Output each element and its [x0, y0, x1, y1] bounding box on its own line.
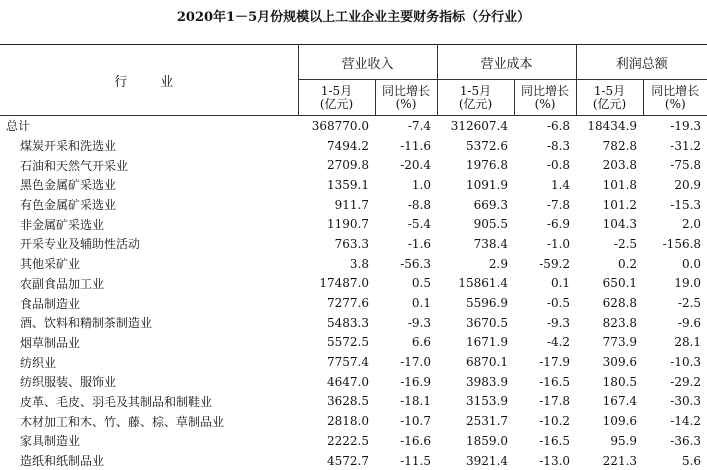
cost-yoy-value: -9.3 [546, 315, 571, 330]
cost-value: 3153.9 [466, 394, 509, 409]
profit-value: 773.9 [602, 335, 638, 350]
industry-name: 开采专业及辅助性活动 [20, 237, 141, 252]
industry-name: 皮革、毛皮、羽毛及其制品和制鞋业 [20, 394, 213, 409]
cost-yoy-value: -10.2 [539, 414, 571, 429]
revenue-yoy-value: -20.4 [400, 158, 432, 173]
table-row [0, 254, 707, 274]
industry-name: 有色金属矿采选业 [20, 198, 117, 213]
cost-value: 2.9 [488, 256, 509, 271]
industry-name: 黑色金属矿采选业 [20, 178, 117, 193]
cost-value: 15861.4 [458, 276, 509, 291]
table-header [0, 45, 707, 116]
profit-value: 109.6 [602, 414, 638, 429]
profit-yoy-value: -75.8 [670, 158, 702, 173]
cost-value: 3670.5 [466, 315, 509, 330]
revenue-yoy-value: -11.5 [400, 453, 432, 468]
profit-value: 203.8 [602, 158, 638, 173]
revenue-value: 7494.2 [327, 138, 369, 153]
cost-yoy-value: -13.0 [539, 453, 571, 468]
profit-value: 782.8 [602, 138, 638, 153]
table-row [0, 411, 707, 431]
cost-value: 5596.9 [466, 296, 509, 311]
profit-value: -2.5 [613, 236, 638, 251]
table-row [0, 333, 707, 353]
revenue-value: 911.7 [334, 197, 369, 212]
profit-group-header: 利润总额 [576, 45, 707, 80]
profit-yoy-value: 0.0 [681, 256, 702, 271]
industry-header: 行 业 [0, 45, 298, 116]
table-row [0, 451, 707, 470]
profit-yoy-value: 5.6 [681, 453, 702, 468]
cost-value: 312607.4 [450, 118, 509, 133]
revenue-value: 7757.4 [327, 355, 369, 370]
revenue-value: 7277.6 [327, 296, 369, 311]
industry-name: 非金属矿采选业 [20, 217, 105, 232]
cost-yoy-value: -17.9 [539, 355, 571, 370]
table-row [0, 372, 707, 392]
industry-name: 农副食品加工业 [20, 276, 105, 291]
profit-period-header: 1-5月 (亿元) [576, 80, 643, 116]
profit-value: 309.6 [602, 355, 638, 370]
revenue-yoy-value: -18.1 [400, 394, 432, 409]
revenue-yoy-value: 0.5 [411, 276, 432, 291]
table-row [0, 274, 707, 294]
cost-yoy-value: -59.2 [539, 256, 571, 271]
revenue-value: 3.8 [349, 256, 369, 271]
revenue-yoy-value: -9.3 [407, 315, 432, 330]
cost-yoy-value: -8.3 [546, 138, 571, 153]
industry-name: 煤炭开采和洗选业 [20, 139, 117, 154]
industry-name: 家具制造业 [20, 434, 81, 449]
cost-yoy-value: -0.5 [546, 296, 571, 311]
profit-yoy-header: 同比增长 (%) [643, 80, 707, 116]
table-row [0, 155, 707, 175]
revenue-yoy-value: -7.4 [407, 118, 432, 133]
revenue-value: 2222.5 [327, 433, 369, 448]
cost-value: 2531.7 [466, 414, 509, 429]
cost-yoy-value: 0.1 [550, 276, 571, 291]
industry-name: 酒、饮料和精制茶制造业 [20, 316, 153, 331]
revenue-value: 5572.5 [327, 335, 369, 350]
industry-name: 烟草制品业 [20, 335, 81, 350]
cost-value: 1976.8 [466, 158, 509, 173]
revenue-yoy-value: -56.3 [400, 256, 432, 271]
industry-name: 其他采矿业 [20, 257, 81, 272]
cost-value: 738.4 [473, 236, 509, 251]
revenue-group-header: 营业收入 [298, 45, 437, 80]
revenue-value: 4572.7 [327, 453, 369, 468]
cost-yoy-value: -6.8 [546, 118, 571, 133]
cost-value: 3983.9 [466, 374, 509, 389]
revenue-yoy-value: -8.8 [407, 197, 432, 212]
table-row [0, 392, 707, 412]
cost-yoy-header: 同比增长 (%) [514, 80, 576, 116]
table-row [0, 234, 707, 254]
profit-value: 221.3 [602, 453, 638, 468]
revenue-yoy-value: -17.0 [400, 355, 432, 370]
profit-value: 101.8 [602, 177, 638, 192]
cost-value: 6870.1 [466, 355, 509, 370]
profit-value: 95.9 [610, 433, 638, 448]
industry-name: 纺织业 [20, 355, 57, 370]
table-row [0, 136, 707, 156]
revenue-period-header: 1-5月 (亿元) [298, 80, 375, 116]
profit-yoy-value: -15.3 [670, 197, 702, 212]
table-row [0, 293, 707, 313]
profit-yoy-value: -31.2 [670, 138, 702, 153]
revenue-value: 763.3 [334, 236, 369, 251]
revenue-value: 4647.0 [327, 374, 369, 389]
cost-yoy-value: -6.9 [546, 217, 571, 232]
cost-value: 905.5 [473, 217, 509, 232]
revenue-value: 2818.0 [327, 414, 369, 429]
industry-name: 造纸和纸制品业 [20, 454, 105, 469]
profit-value: 823.8 [602, 315, 638, 330]
profit-yoy-value: 19.0 [674, 276, 702, 291]
revenue-value: 368770.0 [311, 118, 369, 133]
revenue-value: 3628.5 [327, 394, 369, 409]
revenue-value: 1190.7 [327, 217, 369, 232]
cost-value: 5372.6 [466, 138, 509, 153]
industry-name: 食品制造业 [20, 296, 81, 311]
table-row [0, 431, 707, 451]
revenue-yoy-value: -1.6 [407, 236, 432, 251]
profit-yoy-value: 20.9 [674, 177, 702, 192]
revenue-yoy-value: -5.4 [407, 217, 432, 232]
table-row [0, 313, 707, 333]
cost-yoy-value: -16.5 [539, 374, 571, 389]
revenue-value: 2709.8 [327, 158, 369, 173]
profit-value: 101.2 [602, 197, 638, 212]
profit-value: 0.2 [617, 256, 638, 271]
profit-value: 167.4 [602, 394, 638, 409]
revenue-yoy-value: 6.6 [411, 335, 432, 350]
revenue-value: 17487.0 [319, 276, 369, 291]
profit-value: 650.1 [602, 276, 638, 291]
profit-value: 18434.9 [587, 118, 638, 133]
cost-period-header: 1-5月 (亿元) [437, 80, 514, 116]
cost-yoy-value: -1.0 [546, 236, 571, 251]
revenue-yoy-value: -16.9 [400, 374, 432, 389]
cost-value: 669.3 [473, 197, 509, 212]
revenue-yoy-value: -11.6 [400, 138, 432, 153]
cost-value: 3921.4 [466, 453, 509, 468]
profit-yoy-value: 28.1 [674, 335, 702, 350]
revenue-yoy-value: 1.0 [411, 177, 432, 192]
table-row [0, 116, 707, 136]
profit-yoy-value: -10.3 [670, 355, 702, 370]
profit-value: 104.3 [602, 217, 638, 232]
cost-yoy-value: 1.4 [550, 177, 571, 192]
table-row [0, 214, 707, 234]
cost-group-header: 营业成本 [437, 45, 576, 80]
industry-name: 总计 [6, 119, 31, 134]
cost-yoy-value: -17.8 [539, 394, 571, 409]
revenue-value: 5483.3 [327, 315, 369, 330]
cost-yoy-value: -7.8 [546, 197, 571, 212]
cost-yoy-value: -0.8 [546, 158, 571, 173]
table-body [0, 116, 707, 470]
profit-value: 628.8 [602, 296, 638, 311]
industry-name: 木材加工和木、竹、藤、棕、草制品业 [20, 414, 225, 429]
profit-yoy-value: -29.2 [670, 374, 702, 389]
revenue-value: 1359.1 [327, 177, 369, 192]
profit-yoy-value: -19.3 [670, 118, 702, 133]
page-title: 2020年1－5月份规模以上工业企业主要财务指标（分行业） [176, 10, 531, 25]
profit-yoy-value: -36.3 [670, 433, 702, 448]
revenue-yoy-value: 0.1 [411, 296, 432, 311]
table-row [0, 195, 707, 215]
revenue-yoy-header: 同比增长 (%) [375, 80, 437, 116]
cost-yoy-value: -4.2 [546, 335, 571, 350]
cost-value: 1091.9 [466, 177, 509, 192]
industry-name: 纺织服装、服饰业 [20, 375, 117, 390]
profit-yoy-value: -30.3 [670, 394, 702, 409]
revenue-yoy-value: -10.7 [400, 414, 432, 429]
profit-yoy-value: -9.6 [677, 315, 702, 330]
cost-yoy-value: -16.5 [539, 433, 571, 448]
cost-value: 1859.0 [466, 433, 509, 448]
cost-value: 1671.9 [466, 335, 509, 350]
table-row [0, 175, 707, 195]
profit-yoy-value: -156.8 [662, 236, 702, 251]
industry-name: 石油和天然气开采业 [20, 158, 129, 173]
profit-yoy-value: -2.5 [677, 296, 702, 311]
profit-yoy-value: 2.0 [681, 217, 702, 232]
profit-value: 180.5 [602, 374, 638, 389]
financial-table [0, 44, 707, 470]
revenue-yoy-value: -16.6 [400, 433, 432, 448]
table-row [0, 352, 707, 372]
profit-yoy-value: -14.2 [670, 414, 702, 429]
